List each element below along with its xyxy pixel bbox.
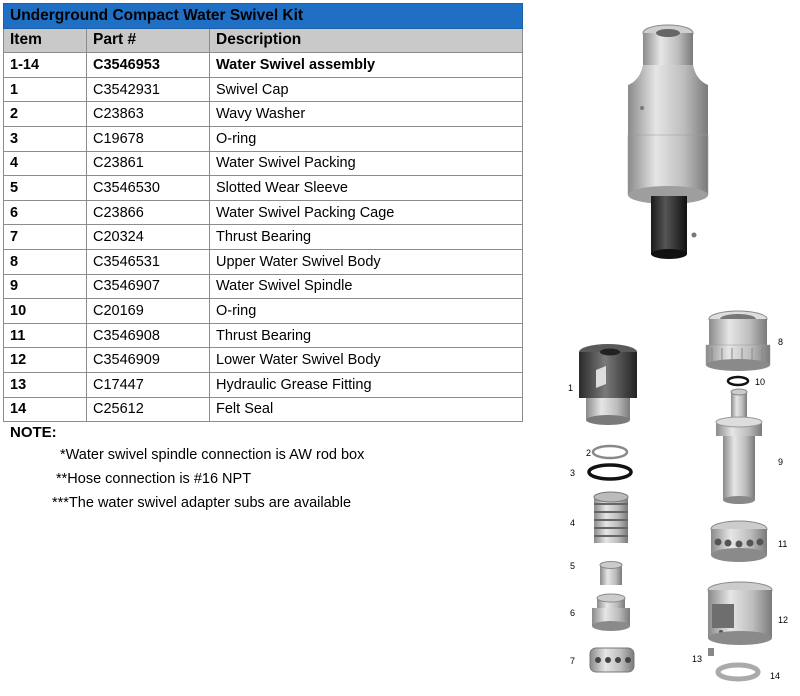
cell-description: Thrust Bearing <box>210 323 523 348</box>
cell-item: 7 <box>4 225 87 250</box>
part-11-thrust-bearing <box>711 521 767 562</box>
cell-description: Water Swivel Spindle <box>210 274 523 299</box>
cell-description: Upper Water Swivel Body <box>210 249 523 274</box>
cell-item: 12 <box>4 348 87 373</box>
cell-description: Water Swivel assembly <box>210 53 523 78</box>
callout-7: 7 <box>570 656 576 666</box>
part-4-packing <box>594 492 628 543</box>
cell-item: 4 <box>4 151 87 176</box>
cell-part: C3546530 <box>87 176 210 201</box>
cell-item: 8 <box>4 249 87 274</box>
cell-part: C3546531 <box>87 249 210 274</box>
note-line: ***The water swivel adapter subs are available <box>52 495 352 511</box>
cell-item: 1-14 <box>4 53 87 78</box>
cell-description: Slotted Wear Sleeve <box>210 176 523 201</box>
header-part: Part # <box>87 28 210 53</box>
cell-part: C17447 <box>87 372 210 397</box>
callout-14: 14 <box>770 671 781 681</box>
cell-part: C23863 <box>87 102 210 127</box>
cell-part: C3546907 <box>87 274 210 299</box>
cell-description: O-ring <box>210 299 523 324</box>
assembled-swivel-image <box>628 25 708 259</box>
cell-item: 1 <box>4 77 87 102</box>
cell-description: Lower Water Swivel Body <box>210 348 523 373</box>
header-item: Item <box>4 28 87 53</box>
cell-description: O-ring <box>210 126 523 151</box>
cell-item: 13 <box>4 372 87 397</box>
callout-4: 4 <box>570 518 576 528</box>
cell-description: Water Swivel Packing <box>210 151 523 176</box>
part-12-lower-body <box>708 582 772 645</box>
part-13-grease-fitting <box>708 648 714 656</box>
cell-part: C23866 <box>87 200 210 225</box>
part-3-o-ring <box>589 465 631 479</box>
part-5-wear-sleeve <box>600 562 622 586</box>
cell-part: C25612 <box>87 397 210 422</box>
cell-description: Thrust Bearing <box>210 225 523 250</box>
part-9-spindle <box>716 389 762 504</box>
callout-9: 9 <box>778 457 784 467</box>
cell-part: C3542931 <box>87 77 210 102</box>
callout-2: 2 <box>586 448 592 458</box>
note-line: *Water swivel spindle connection is AW rod box <box>60 447 365 463</box>
part-7-thrust-bearing <box>590 648 634 672</box>
cell-item: 11 <box>4 323 87 348</box>
cell-description: Water Swivel Packing Cage <box>210 200 523 225</box>
cell-item: 3 <box>4 126 87 151</box>
callout-12: 12 <box>778 615 789 625</box>
part-2-wavy-washer <box>593 446 627 458</box>
notes-heading: NOTE: <box>10 424 57 441</box>
table-title: Underground Compact Water Swivel Kit <box>4 4 523 29</box>
callout-6: 6 <box>570 608 576 618</box>
header-description: Description <box>210 28 523 53</box>
part-14-felt-seal <box>718 665 758 679</box>
cell-description: Hydraulic Grease Fitting <box>210 372 523 397</box>
cell-part: C20324 <box>87 225 210 250</box>
cell-part: C19678 <box>87 126 210 151</box>
cell-item: 6 <box>4 200 87 225</box>
callout-11: 11 <box>778 539 788 549</box>
cell-item: 10 <box>4 299 87 324</box>
cell-part: C3546908 <box>87 323 210 348</box>
part-1-swivel-cap <box>579 344 637 425</box>
cell-item: 14 <box>4 397 87 422</box>
cell-description: Wavy Washer <box>210 102 523 127</box>
callout-1: 1 <box>568 383 574 393</box>
cell-item: 9 <box>4 274 87 299</box>
cell-part: C20169 <box>87 299 210 324</box>
cell-part: C3546953 <box>87 53 210 78</box>
callout-13: 13 <box>692 654 703 664</box>
callout-3: 3 <box>570 468 576 478</box>
note-line: **Hose connection is #16 NPT <box>56 471 252 487</box>
cell-description: Felt Seal <box>210 397 523 422</box>
part-10-o-ring <box>728 377 748 385</box>
cell-item: 2 <box>4 102 87 127</box>
callout-10: 10 <box>755 377 766 387</box>
cell-item: 5 <box>4 176 87 201</box>
part-8-upper-body <box>706 311 770 371</box>
cell-description: Swivel Cap <box>210 77 523 102</box>
part-6-packing-cage <box>592 594 630 631</box>
callout-8: 8 <box>778 337 784 347</box>
callout-5: 5 <box>570 561 576 571</box>
cell-part: C3546909 <box>87 348 210 373</box>
cell-part: C23861 <box>87 151 210 176</box>
